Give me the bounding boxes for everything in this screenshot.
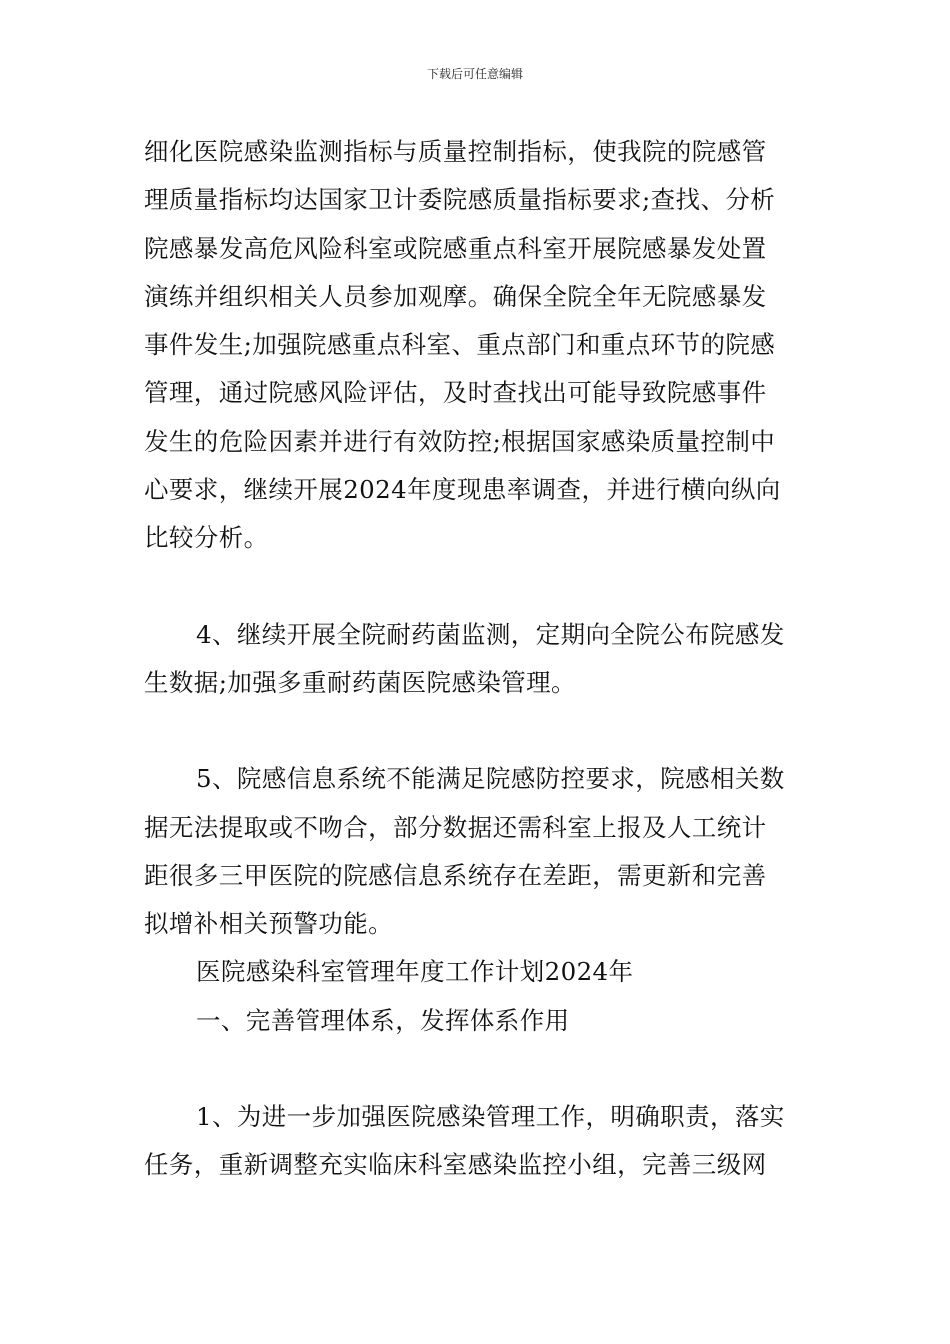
paragraph-spacer: [144, 1045, 808, 1093]
paragraph-item-1: [144, 1093, 808, 1190]
text-line: 管理，通过院感风险评估，及时查找出可能导致院感事件: [144, 378, 767, 408]
text-line: 拟增补相关预警功能。: [144, 909, 393, 939]
paragraph-item-4: [144, 611, 808, 708]
text-line: 4、继续开展全院耐药菌监测，定期向全院公布院感发: [196, 619, 785, 649]
text-line: 据无法提取或不吻合，部分数据还需科室上报及人工统计: [144, 812, 767, 842]
document-body: [144, 128, 808, 1190]
text-line: 发生的危险因素并进行有效防控;根据国家感染质量控制中: [144, 426, 776, 456]
text-line: 生数据;加强多重耐药菌医院感染管理。: [144, 667, 576, 697]
text-line: 比较分析。: [144, 523, 269, 553]
text-line: 心要求，继续开展2024年度现患率调查，并进行横向纵向: [144, 475, 781, 505]
page-header: 下载后可任意编辑: [426, 67, 523, 81]
text-line: 医院感染科室管理年度工作计划2024年: [196, 957, 634, 987]
paragraph-spacer: [144, 707, 808, 755]
section-title: [144, 948, 808, 996]
text-line: 理质量指标均达国家卫计委院感质量指标要求;查找、分析: [144, 185, 776, 215]
text-line: 演练并组织相关人员参加观摩。确保全院全年无院感暴发: [144, 281, 767, 311]
text-line: 事件发生;加强院感重点科室、重点部门和重点环节的院感: [144, 330, 776, 360]
paragraph-spacer: [144, 563, 808, 611]
text-line: 距很多三甲医院的院感信息系统存在差距，需更新和完善: [144, 860, 767, 890]
paragraph-item-5: [144, 755, 808, 948]
text-line: 5、院感信息系统不能满足院感防控要求，院感相关数: [196, 764, 785, 794]
text-line: 任务，重新调整充实临床科室感染监控小组，完善三级网: [144, 1150, 767, 1180]
text-line: 1、为进一步加强医院感染管理工作，明确职责，落实: [196, 1102, 785, 1132]
text-line: 一、完善管理体系，发挥体系作用: [196, 1005, 570, 1035]
text-line: 细化医院感染监测指标与质量控制指标，使我院的院感管: [144, 137, 767, 166]
text-line: 院感暴发高危风险科室或院感重点科室开展院感暴发处置: [144, 233, 767, 263]
section-heading-1: [144, 997, 808, 1045]
paragraph-infection-monitoring: [144, 128, 808, 563]
